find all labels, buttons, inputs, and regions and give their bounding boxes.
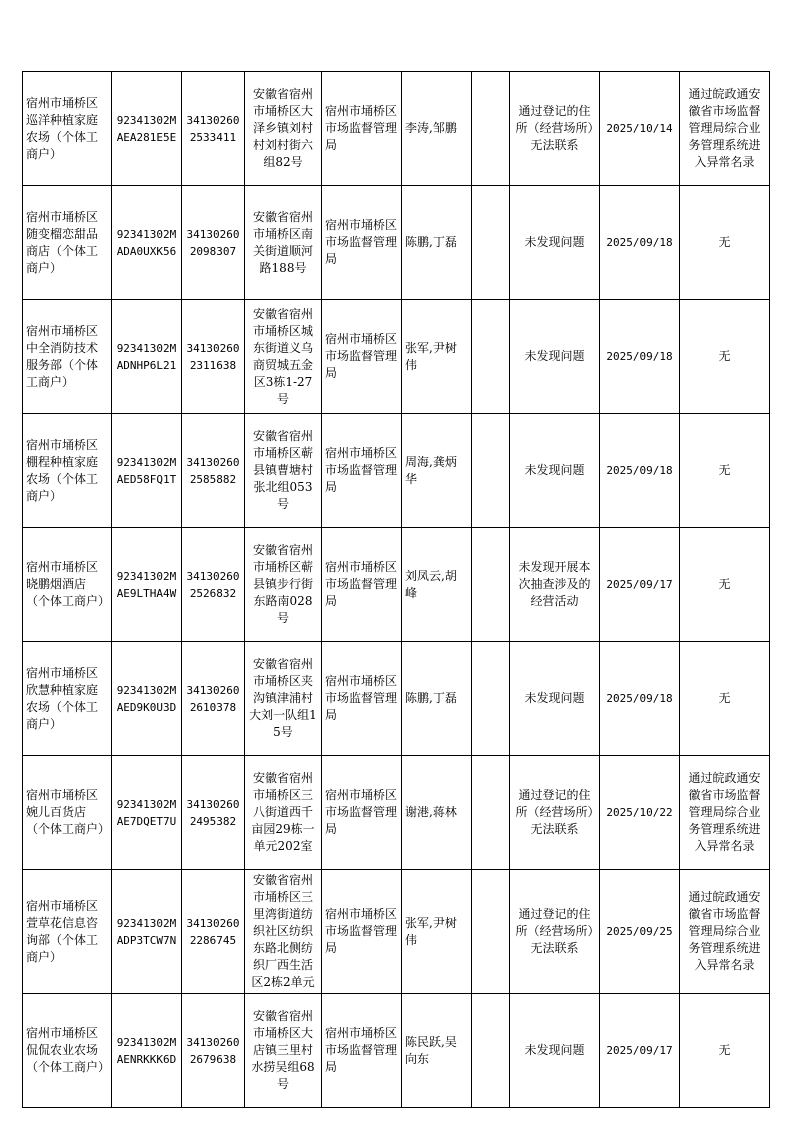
credit-code-cell: 92341302MADNHP6L21 [112, 300, 182, 414]
table-body [23, 72, 770, 1108]
entity-name-cell: 宿州市埇桥区巡洋种植家庭农场（个体工商户） [23, 72, 112, 186]
inspection-date-cell: 2025/10/22 [600, 756, 680, 870]
registration-number-cell: 341302602311638 [182, 300, 245, 414]
credit-code-cell: 92341302MAED58FQ1T [112, 414, 182, 528]
table-row [23, 756, 770, 870]
inspection-date-cell: 2025/09/18 [600, 300, 680, 414]
entity-name-cell: 宿州市埇桥区随变榴恋甜品商店（个体工商户） [23, 186, 112, 300]
authority-cell: 宿州市埇桥区市场监督管理局 [322, 186, 402, 300]
authority-cell: 宿州市埇桥区市场监督管理局 [322, 528, 402, 642]
authority-cell: 宿州市埇桥区市场监督管理局 [322, 72, 402, 186]
handling-measure-cell: 通过皖政通安徽省市场监督管理局综合业务管理系统进入异常名录 [680, 756, 770, 870]
inspectors-cell: 李涛,邹鹏 [402, 72, 472, 186]
entity-name-cell: 宿州市埇桥区欣慧种植家庭农场（个体工商户） [23, 642, 112, 756]
inspection-date-cell: 2025/09/18 [600, 414, 680, 528]
entity-name-cell: 宿州市埇桥区侃侃农业农场（个体工商户） [23, 994, 112, 1108]
table-row [23, 870, 770, 994]
credit-code-cell: 92341302MADP3TCW7N [112, 870, 182, 994]
registration-number-cell: 341302602526832 [182, 528, 245, 642]
handling-measure-cell: 无 [680, 186, 770, 300]
table-row [23, 414, 770, 528]
credit-code-cell: 92341302MADA0UXK56 [112, 186, 182, 300]
registration-number-cell: 341302602533411 [182, 72, 245, 186]
inspection-date-cell: 2025/09/17 [600, 528, 680, 642]
credit-code-cell: 92341302MAEA281E5E [112, 72, 182, 186]
authority-cell: 宿州市埇桥区市场监督管理局 [322, 300, 402, 414]
inspection-result-cell: 未发现问题 [510, 994, 600, 1108]
credit-code-cell: 92341302MAED9K0U3D [112, 642, 182, 756]
inspection-date-cell: 2025/09/18 [600, 186, 680, 300]
inspection-result-cell: 未发现问题 [510, 642, 600, 756]
inspectors-cell: 刘凤云,胡峰 [402, 528, 472, 642]
inspection-result-cell: 通过登记的住所（经营场所）无法联系 [510, 756, 600, 870]
inspection-date-cell: 2025/10/14 [600, 72, 680, 186]
address-cell: 安徽省宿州市埇桥区大泽乡镇刘村村刘村街六组82号 [245, 72, 322, 186]
handling-measure-cell: 通过皖政通安徽省市场监督管理局综合业务管理系统进入异常名录 [680, 72, 770, 186]
registration-number-cell: 341302602098307 [182, 186, 245, 300]
registration-number-cell: 341302602286745 [182, 870, 245, 994]
empty-cell [472, 72, 510, 186]
authority-cell: 宿州市埇桥区市场监督管理局 [322, 414, 402, 528]
inspection-result-cell: 通过登记的住所（经营场所）无法联系 [510, 870, 600, 994]
empty-cell [472, 756, 510, 870]
empty-cell [472, 414, 510, 528]
handling-measure-cell: 无 [680, 994, 770, 1108]
registration-number-cell: 341302602585882 [182, 414, 245, 528]
credit-code-cell: 92341302MAE7DQET7U [112, 756, 182, 870]
authority-cell: 宿州市埇桥区市场监督管理局 [322, 870, 402, 994]
handling-measure-cell: 无 [680, 528, 770, 642]
inspectors-cell: 陈鹏,丁磊 [402, 642, 472, 756]
inspection-result-cell: 未发现开展本次抽查涉及的经营活动 [510, 528, 600, 642]
inspectors-cell: 谢港,蒋林 [402, 756, 472, 870]
inspectors-cell: 陈民跃,吴向东 [402, 994, 472, 1108]
table-row [23, 72, 770, 186]
handling-measure-cell: 通过皖政通安徽省市场监督管理局综合业务管理系统进入异常名录 [680, 870, 770, 994]
table-row [23, 642, 770, 756]
handling-measure-cell: 无 [680, 414, 770, 528]
authority-cell: 宿州市埇桥区市场监督管理局 [322, 642, 402, 756]
inspection-result-cell: 未发现问题 [510, 414, 600, 528]
empty-cell [472, 300, 510, 414]
entity-name-cell: 宿州市埇桥区中全消防技术服务部（个体工商户） [23, 300, 112, 414]
credit-code-cell: 92341302MAE9LTHA4W [112, 528, 182, 642]
credit-code-cell: 92341302MAENRKKK6D [112, 994, 182, 1108]
table-row [23, 528, 770, 642]
entity-name-cell: 宿州市埇桥区晓鹏烟酒店（个体工商户） [23, 528, 112, 642]
address-cell: 安徽省宿州市埇桥区南关街道顺河路188号 [245, 186, 322, 300]
entity-name-cell: 宿州市埇桥区婉儿百货店（个体工商户） [23, 756, 112, 870]
registration-number-cell: 341302602610378 [182, 642, 245, 756]
address-cell: 安徽省宿州市埇桥区三里湾街道纺织社区纺织东路北侧纺织厂西生活区2栋2单元 [245, 870, 322, 994]
inspection-result-cell: 通过登记的住所（经营场所）无法联系 [510, 72, 600, 186]
address-cell: 安徽省宿州市埇桥区大店镇三里村水捞吴组68号 [245, 994, 322, 1108]
registration-number-cell: 341302602495382 [182, 756, 245, 870]
table-row [23, 300, 770, 414]
empty-cell [472, 186, 510, 300]
address-cell: 安徽省宿州市埇桥区蕲县镇步行街东路南028号 [245, 528, 322, 642]
inspection-result-cell: 未发现问题 [510, 300, 600, 414]
authority-cell: 宿州市埇桥区市场监督管理局 [322, 756, 402, 870]
empty-cell [472, 528, 510, 642]
address-cell: 安徽省宿州市埇桥区三八街道西千亩园29栋一单元202室 [245, 756, 322, 870]
registration-number-cell: 341302602679638 [182, 994, 245, 1108]
inspection-results-table [22, 71, 770, 1108]
empty-cell [472, 642, 510, 756]
authority-cell: 宿州市埇桥区市场监督管理局 [322, 994, 402, 1108]
address-cell: 安徽省宿州市埇桥区蕲县镇曹塘村张北组053号 [245, 414, 322, 528]
table-row [23, 994, 770, 1108]
address-cell: 安徽省宿州市埇桥区城东街道义乌商贸城五金区3栋1-27号 [245, 300, 322, 414]
inspection-date-cell: 2025/09/17 [600, 994, 680, 1108]
empty-cell [472, 994, 510, 1108]
address-cell: 安徽省宿州市埇桥区夹沟镇津浦村大刘一队组15号 [245, 642, 322, 756]
entity-name-cell: 宿州市埇桥区棚程种植家庭农场（个体工商户） [23, 414, 112, 528]
inspectors-cell: 陈鹏,丁磊 [402, 186, 472, 300]
table-row [23, 186, 770, 300]
inspection-date-cell: 2025/09/25 [600, 870, 680, 994]
handling-measure-cell: 无 [680, 642, 770, 756]
inspectors-cell: 周海,龚炳华 [402, 414, 472, 528]
inspection-result-cell: 未发现问题 [510, 186, 600, 300]
inspectors-cell: 张军,尹树伟 [402, 870, 472, 994]
inspection-date-cell: 2025/09/18 [600, 642, 680, 756]
inspectors-cell: 张军,尹树伟 [402, 300, 472, 414]
entity-name-cell: 宿州市埇桥区萱草花信息咨询部（个体工商户） [23, 870, 112, 994]
empty-cell [472, 870, 510, 994]
handling-measure-cell: 无 [680, 300, 770, 414]
